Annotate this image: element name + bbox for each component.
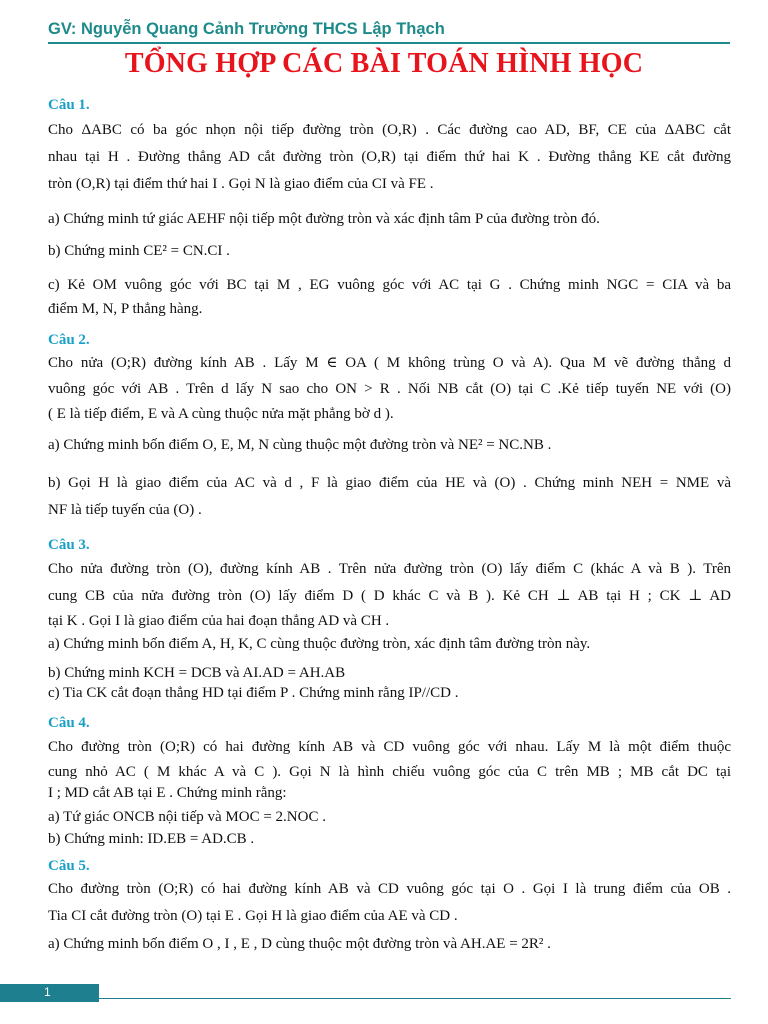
question-5-line: Cho đường tròn (O;R) có hai đường kính AB và CD vuông góc tại O . Gọi I là trung điểm của OB . (48, 881, 731, 897)
question-1-heading: Câu 1. (48, 97, 90, 113)
question-2-part-a: a) Chứng minh bốn điểm O, E, M, N cùng thuộc một đường tròn và NE² = NC.NB . (48, 437, 552, 453)
page-title: TỔNG HỢP CÁC BÀI TOÁN HÌNH HỌC (124, 48, 644, 79)
question-5-heading: Câu 5. (48, 858, 90, 874)
question-1-line: tròn (O,R) tại điểm thứ hai I . Gọi N là giao điểm của CI và FE . (48, 176, 434, 192)
question-2-heading: Câu 2. (48, 332, 90, 348)
question-2-line: ( E là tiếp điểm, E và A cùng thuộc nửa mặt phẳng bờ d ). (48, 406, 394, 422)
question-1-line: điểm M, N, P thẳng hàng. (48, 301, 203, 317)
question-3-part-a: a) Chứng minh bốn điểm A, H, K, C cùng thuộc đường tròn, xác định tâm đường tròn này. (48, 636, 591, 652)
question-1-part-c: c) Kẻ OM vuông góc với BC tại M , EG vuông góc với AC tại G . Chứng minh NGC = CIA và ba (48, 277, 731, 293)
question-1-part-a: a) Chứng minh tứ giác AEHF nội tiếp một đường tròn và xác định tâm P của đường tròn đó. (48, 211, 600, 227)
question-3-line: Cho nửa đường tròn (O), đường kính AB . Trên nửa đường tròn (O) lấy điểm C (khác A và B ). Trên (48, 561, 731, 577)
question-5-line: Tia CI cắt đường tròn (O) tại E . Gọi H là giao điểm của AE và CD . (48, 908, 458, 924)
question-3-part-c: c) Tia CK cắt đoạn thẳng HD tại điểm P . Chứng minh rằng IP//CD . (48, 685, 459, 701)
page-header: GV: Nguyễn Quang Cảnh Trường THCS Lập Thạch (48, 20, 445, 38)
page-number: 1 (44, 985, 51, 999)
question-2-line: NF là tiếp tuyến của (O) . (48, 502, 202, 518)
question-4-line: Cho đường tròn (O;R) có hai đường kính AB và CD vuông góc với nhau. Lấy M là một điểm thuộc (48, 739, 731, 755)
question-4-heading: Câu 4. (48, 715, 90, 731)
question-3-line: tại K . Gọi I là giao điểm của hai đoạn thẳng AD và CH . (48, 613, 390, 629)
question-1-line: nhau tại H . Đường thẳng AD cắt đường tròn (O,R) tại điểm thứ hai K . Đường thẳng KE cắt đường (48, 149, 731, 165)
question-3-heading: Câu 3. (48, 537, 90, 553)
question-2-line: vuông góc với AB . Trên d lấy N sao cho ON > R . Nối NB cắt (O) tại C .Kẻ tiếp tuyến NE với (O) (48, 381, 731, 397)
question-2-part-b: b) Gọi H là giao điểm của AC và d , F là giao điểm của HE và (O) . Chứng minh NEH = NME và (48, 475, 731, 491)
question-4-line: cung nhỏ AC ( M khác A và C ). Gọi N là hình chiếu vuông góc của C trên MB ; MB cắt DC tại (48, 764, 731, 780)
header-divider (48, 42, 730, 44)
question-1-part-b: b) Chứng minh CE² = CN.CI . (48, 243, 230, 259)
footer-divider (99, 998, 731, 999)
question-4-part-a: a) Tứ giác ONCB nội tiếp và MOC = 2.NOC . (48, 809, 326, 825)
question-3-part-b: b) Chứng minh KCH = DCB và AI.AD = AH.AB (48, 665, 346, 681)
question-1-line: Cho ΔABC có ba góc nhọn nội tiếp đường tròn (O,R) . Các đường cao AD, BF, CE của ΔABC cắt (48, 122, 731, 138)
question-3-line: cung CB của nửa đường tròn (O) lấy điểm D ( D khác C và B ). Kẻ CH ⊥ AB tại H ; CK ⊥ AD (48, 588, 731, 604)
question-2-line: Cho nửa (O;R) đường kính AB . Lấy M ∈ OA ( M không trùng O và A). Qua M vẽ đường thẳng d (48, 355, 731, 371)
question-5-part-a: a) Chứng minh bốn điểm O , I , E , D cùng thuộc một đường tròn và AH.AE = 2R² . (48, 936, 551, 952)
question-4-line: I ; MD cắt AB tại E . Chứng minh rằng: (48, 785, 287, 801)
question-4-part-b: b) Chứng minh: ID.EB = AD.CB . (48, 831, 255, 847)
